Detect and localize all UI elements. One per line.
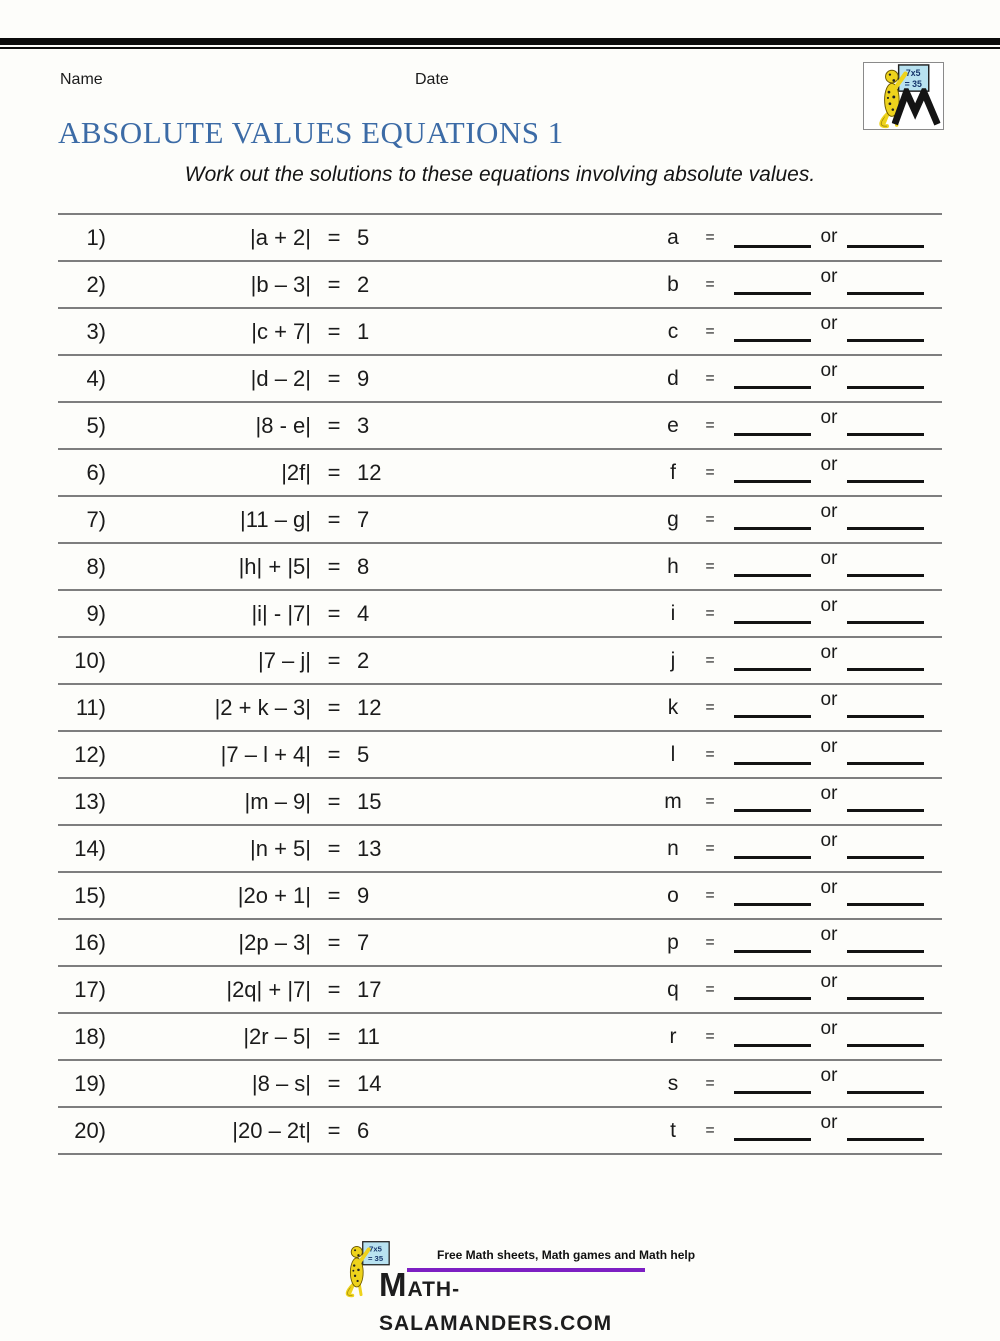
problem-number: 7) bbox=[86, 506, 106, 532]
problem-number: 12) bbox=[74, 741, 106, 767]
answer-blank-2[interactable] bbox=[847, 411, 924, 436]
problem-row bbox=[58, 403, 942, 450]
problem-row bbox=[58, 544, 942, 591]
problem-row bbox=[58, 262, 942, 309]
answer-blank-2[interactable] bbox=[847, 740, 924, 765]
answer-equals-sign: = bbox=[705, 510, 715, 528]
equation-equals-sign: = bbox=[327, 882, 341, 908]
answer-variable: k bbox=[667, 695, 679, 719]
equation-equals-sign: = bbox=[327, 365, 341, 391]
problem-number: 17) bbox=[74, 976, 106, 1002]
problem-row bbox=[58, 732, 942, 779]
answer-equals-sign: = bbox=[705, 1074, 715, 1092]
answer-equals-sign: = bbox=[705, 463, 715, 481]
problem-row bbox=[58, 215, 942, 262]
problem-number: 4) bbox=[86, 365, 106, 391]
problem-number: 3) bbox=[86, 318, 106, 344]
problem-number: 10) bbox=[74, 647, 106, 673]
equation-rhs: 11 bbox=[357, 1023, 380, 1049]
page-title: ABSOLUTE VALUES EQUATIONS 1 bbox=[58, 115, 564, 150]
or-label: or bbox=[820, 876, 838, 898]
equation-lhs: |m – 9| bbox=[244, 788, 311, 814]
answer-blank-1[interactable] bbox=[734, 881, 811, 906]
equation-equals-sign: = bbox=[327, 271, 341, 297]
equation-rhs: 5 bbox=[357, 741, 370, 767]
equation-equals-sign: = bbox=[327, 459, 341, 485]
answer-blank-2[interactable] bbox=[847, 928, 924, 953]
answer-variable: j bbox=[670, 648, 676, 672]
salamander-logo-icon bbox=[864, 63, 943, 129]
or-label: or bbox=[820, 1017, 838, 1039]
equation-equals-sign: = bbox=[327, 553, 341, 579]
answer-variable: b bbox=[667, 272, 679, 296]
or-label: or bbox=[820, 594, 838, 616]
problem-row bbox=[58, 1014, 942, 1061]
problem-number: 15) bbox=[74, 882, 106, 908]
answer-blank-1[interactable] bbox=[734, 646, 811, 671]
equation-rhs: 9 bbox=[357, 882, 370, 908]
answer-blank-1[interactable] bbox=[734, 223, 811, 248]
problem-row bbox=[58, 920, 942, 967]
answer-blank-1[interactable] bbox=[734, 834, 811, 859]
answer-blank-1[interactable] bbox=[734, 693, 811, 718]
problem-number: 6) bbox=[86, 459, 106, 485]
problem-row bbox=[58, 497, 942, 544]
answer-equals-sign: = bbox=[705, 980, 715, 998]
or-label: or bbox=[820, 500, 838, 522]
equation-equals-sign: = bbox=[327, 318, 341, 344]
footer-logo-cluster bbox=[335, 1238, 696, 1335]
equation-lhs: |i| - |7| bbox=[251, 600, 311, 626]
answer-equals-sign: = bbox=[705, 745, 715, 763]
answer-variable: a bbox=[667, 225, 679, 249]
equation-lhs: |n + 5| bbox=[250, 835, 311, 861]
equation-rhs: 17 bbox=[357, 976, 382, 1002]
problem-row bbox=[58, 1108, 942, 1155]
equation-rhs: 12 bbox=[357, 459, 382, 485]
answer-blank-1[interactable] bbox=[734, 552, 811, 577]
problems-table bbox=[58, 213, 942, 1155]
answer-variable: l bbox=[670, 742, 676, 766]
equation-equals-sign: = bbox=[327, 694, 341, 720]
answer-blank-2[interactable] bbox=[847, 317, 924, 342]
answer-variable: p bbox=[667, 930, 679, 954]
answer-variable: c bbox=[667, 319, 679, 343]
equation-equals-sign: = bbox=[327, 835, 341, 861]
answer-variable: f bbox=[670, 460, 676, 484]
problem-number: 19) bbox=[74, 1070, 106, 1096]
answer-equals-sign: = bbox=[705, 369, 715, 387]
top-divider bbox=[0, 38, 1000, 49]
equation-rhs: 9 bbox=[357, 365, 370, 391]
answer-blank-2[interactable] bbox=[847, 1116, 924, 1141]
answer-blank-2[interactable] bbox=[847, 693, 924, 718]
equation-lhs: |2r – 5| bbox=[243, 1023, 311, 1049]
answer-equals-sign: = bbox=[705, 228, 715, 246]
name-label: Name bbox=[60, 71, 103, 88]
equation-equals-sign: = bbox=[327, 741, 341, 767]
top-divider-thick-rule bbox=[0, 38, 1000, 45]
answer-equals-sign: = bbox=[705, 1121, 715, 1139]
answer-variable: e bbox=[667, 413, 679, 437]
equation-rhs: 8 bbox=[357, 553, 370, 579]
answer-blank-2[interactable] bbox=[847, 646, 924, 671]
or-label: or bbox=[820, 923, 838, 945]
equation-equals-sign: = bbox=[327, 600, 341, 626]
problem-row bbox=[58, 591, 942, 638]
equation-lhs: |11 – g| bbox=[240, 506, 311, 532]
answer-blank-1[interactable] bbox=[734, 599, 811, 624]
answer-blank-1[interactable] bbox=[734, 928, 811, 953]
equation-lhs: |c + 7| bbox=[251, 318, 311, 344]
answer-blank-2[interactable] bbox=[847, 599, 924, 624]
or-label: or bbox=[820, 406, 838, 428]
equation-rhs: 15 bbox=[357, 788, 382, 814]
equation-lhs: |2f| bbox=[281, 459, 311, 485]
equation-rhs: 14 bbox=[357, 1070, 382, 1096]
or-label: or bbox=[820, 735, 838, 757]
instructions-text: Work out the solutions to these equations involving absolute values. bbox=[184, 163, 816, 186]
answer-blank-2[interactable] bbox=[847, 458, 924, 483]
problem-row bbox=[58, 309, 942, 356]
answer-equals-sign: = bbox=[705, 275, 715, 293]
worksheet-page bbox=[0, 38, 1000, 1335]
answer-variable: r bbox=[669, 1024, 677, 1048]
or-label: or bbox=[820, 453, 838, 475]
answer-blank-1[interactable] bbox=[734, 1022, 811, 1047]
problem-number: 20) bbox=[74, 1117, 106, 1143]
equation-rhs: 4 bbox=[357, 600, 370, 626]
equation-lhs: |20 – 2t| bbox=[232, 1117, 311, 1143]
problem-row bbox=[58, 638, 942, 685]
or-label: or bbox=[820, 312, 838, 334]
or-label: or bbox=[820, 359, 838, 381]
equation-equals-sign: = bbox=[327, 788, 341, 814]
answer-variable: m bbox=[664, 789, 682, 813]
answer-blank-1[interactable] bbox=[734, 1116, 811, 1141]
answer-equals-sign: = bbox=[705, 933, 715, 951]
answer-variable: n bbox=[667, 836, 679, 860]
equation-rhs: 5 bbox=[357, 224, 370, 250]
problem-number: 16) bbox=[74, 929, 106, 955]
equation-lhs: |2 + k – 3| bbox=[214, 694, 311, 720]
problem-number: 14) bbox=[74, 835, 106, 861]
problem-number: 8) bbox=[86, 553, 106, 579]
problem-row bbox=[58, 685, 942, 732]
problem-number: 9) bbox=[86, 600, 106, 626]
footer-tagline: Free Math sheets, Math games and Math help bbox=[437, 1248, 696, 1262]
answer-equals-sign: = bbox=[705, 557, 715, 575]
equation-rhs: 6 bbox=[357, 1117, 370, 1143]
answer-blank-2[interactable] bbox=[847, 1069, 924, 1094]
problem-row bbox=[58, 779, 942, 826]
equation-lhs: |b – 3| bbox=[250, 271, 311, 297]
answer-equals-sign: = bbox=[705, 604, 715, 622]
equation-lhs: |d – 2| bbox=[250, 365, 311, 391]
answer-variable: h bbox=[667, 554, 679, 578]
answer-equals-sign: = bbox=[705, 416, 715, 434]
answer-equals-sign: = bbox=[705, 886, 715, 904]
answer-blank-1[interactable] bbox=[734, 505, 811, 530]
equation-rhs: 12 bbox=[357, 694, 382, 720]
equation-lhs: |2p – 3| bbox=[238, 929, 311, 955]
problem-number: 18) bbox=[74, 1023, 106, 1049]
equation-equals-sign: = bbox=[327, 1117, 341, 1143]
or-label: or bbox=[820, 782, 838, 804]
or-label: or bbox=[820, 970, 838, 992]
equation-rhs: 2 bbox=[357, 647, 370, 673]
equation-lhs: |a + 2| bbox=[250, 224, 311, 250]
answer-variable: i bbox=[670, 601, 676, 625]
problem-row bbox=[58, 873, 942, 920]
equation-equals-sign: = bbox=[327, 976, 341, 1002]
answer-equals-sign: = bbox=[705, 839, 715, 857]
problem-number: 2) bbox=[86, 271, 106, 297]
or-label: or bbox=[820, 547, 838, 569]
footer-site-name: MATH-SALAMANDERS.COM bbox=[379, 1266, 613, 1335]
top-divider-thin-rule bbox=[0, 47, 1000, 49]
answer-variable: g bbox=[667, 507, 679, 531]
equation-equals-sign: = bbox=[327, 224, 341, 250]
answer-equals-sign: = bbox=[705, 792, 715, 810]
answer-blank-1[interactable] bbox=[734, 740, 811, 765]
answer-blank-1[interactable] bbox=[734, 787, 811, 812]
or-label: or bbox=[820, 1111, 838, 1133]
equation-rhs: 7 bbox=[357, 929, 370, 955]
date-label: Date bbox=[415, 71, 449, 88]
answer-blank-1[interactable] bbox=[734, 458, 811, 483]
equation-equals-sign: = bbox=[327, 647, 341, 673]
equation-lhs: |h| + |5| bbox=[238, 553, 311, 579]
answer-blank-1[interactable] bbox=[734, 411, 811, 436]
answer-blank-2[interactable] bbox=[847, 787, 924, 812]
answer-blank-1[interactable] bbox=[734, 270, 811, 295]
problem-number: 1) bbox=[86, 224, 106, 250]
equation-rhs: 7 bbox=[357, 506, 370, 532]
answer-variable: q bbox=[667, 977, 679, 1001]
answer-variable: o bbox=[667, 883, 679, 907]
equation-equals-sign: = bbox=[327, 412, 341, 438]
equation-lhs: |2o + 1| bbox=[237, 882, 311, 908]
equation-rhs: 13 bbox=[357, 835, 382, 861]
problem-row bbox=[58, 450, 942, 497]
answer-blank-2[interactable] bbox=[847, 1022, 924, 1047]
answer-variable: t bbox=[670, 1118, 676, 1142]
answer-blank-2[interactable] bbox=[847, 505, 924, 530]
equation-lhs: |8 – s| bbox=[251, 1070, 311, 1096]
or-label: or bbox=[820, 225, 838, 247]
answer-blank-1[interactable] bbox=[734, 364, 811, 389]
answer-blank-1[interactable] bbox=[734, 317, 811, 342]
answer-blank-2[interactable] bbox=[847, 270, 924, 295]
answer-equals-sign: = bbox=[705, 1027, 715, 1045]
problem-row bbox=[58, 826, 942, 873]
or-label: or bbox=[820, 641, 838, 663]
answer-blank-2[interactable] bbox=[847, 881, 924, 906]
answer-blank-2[interactable] bbox=[847, 975, 924, 1000]
equation-equals-sign: = bbox=[327, 929, 341, 955]
problem-number: 13) bbox=[74, 788, 106, 814]
problem-row bbox=[58, 356, 942, 403]
answer-equals-sign: = bbox=[705, 651, 715, 669]
or-label: or bbox=[820, 829, 838, 851]
problem-number: 11) bbox=[75, 694, 106, 720]
or-label: or bbox=[820, 265, 838, 287]
answer-equals-sign: = bbox=[705, 698, 715, 716]
answer-equals-sign: = bbox=[705, 322, 715, 340]
or-label: or bbox=[820, 1064, 838, 1086]
problem-row bbox=[58, 967, 942, 1014]
answer-blank-2[interactable] bbox=[847, 223, 924, 248]
equation-rhs: 1 bbox=[357, 318, 370, 344]
problem-number: 5) bbox=[86, 412, 106, 438]
answer-blank-2[interactable] bbox=[847, 364, 924, 389]
equation-lhs: |8 - e| bbox=[255, 412, 311, 438]
equation-lhs: |7 – l + 4| bbox=[220, 741, 311, 767]
equation-rhs: 2 bbox=[357, 271, 370, 297]
equation-lhs: |7 – j| bbox=[257, 647, 311, 673]
problem-row bbox=[58, 1061, 942, 1108]
equation-equals-sign: = bbox=[327, 1070, 341, 1096]
footer bbox=[0, 1238, 1000, 1335]
answer-blank-2[interactable] bbox=[847, 834, 924, 859]
equation-rhs: 3 bbox=[357, 412, 370, 438]
equation-equals-sign: = bbox=[327, 506, 341, 532]
answer-variable: s bbox=[667, 1071, 679, 1095]
site-logo bbox=[863, 62, 944, 130]
answer-blank-2[interactable] bbox=[847, 552, 924, 577]
answer-blank-1[interactable] bbox=[734, 975, 811, 1000]
equation-equals-sign: = bbox=[327, 1023, 341, 1049]
answer-blank-1[interactable] bbox=[734, 1069, 811, 1094]
equation-lhs: |2q| + |7| bbox=[226, 976, 311, 1002]
or-label: or bbox=[820, 688, 838, 710]
answer-variable: d bbox=[667, 366, 679, 390]
